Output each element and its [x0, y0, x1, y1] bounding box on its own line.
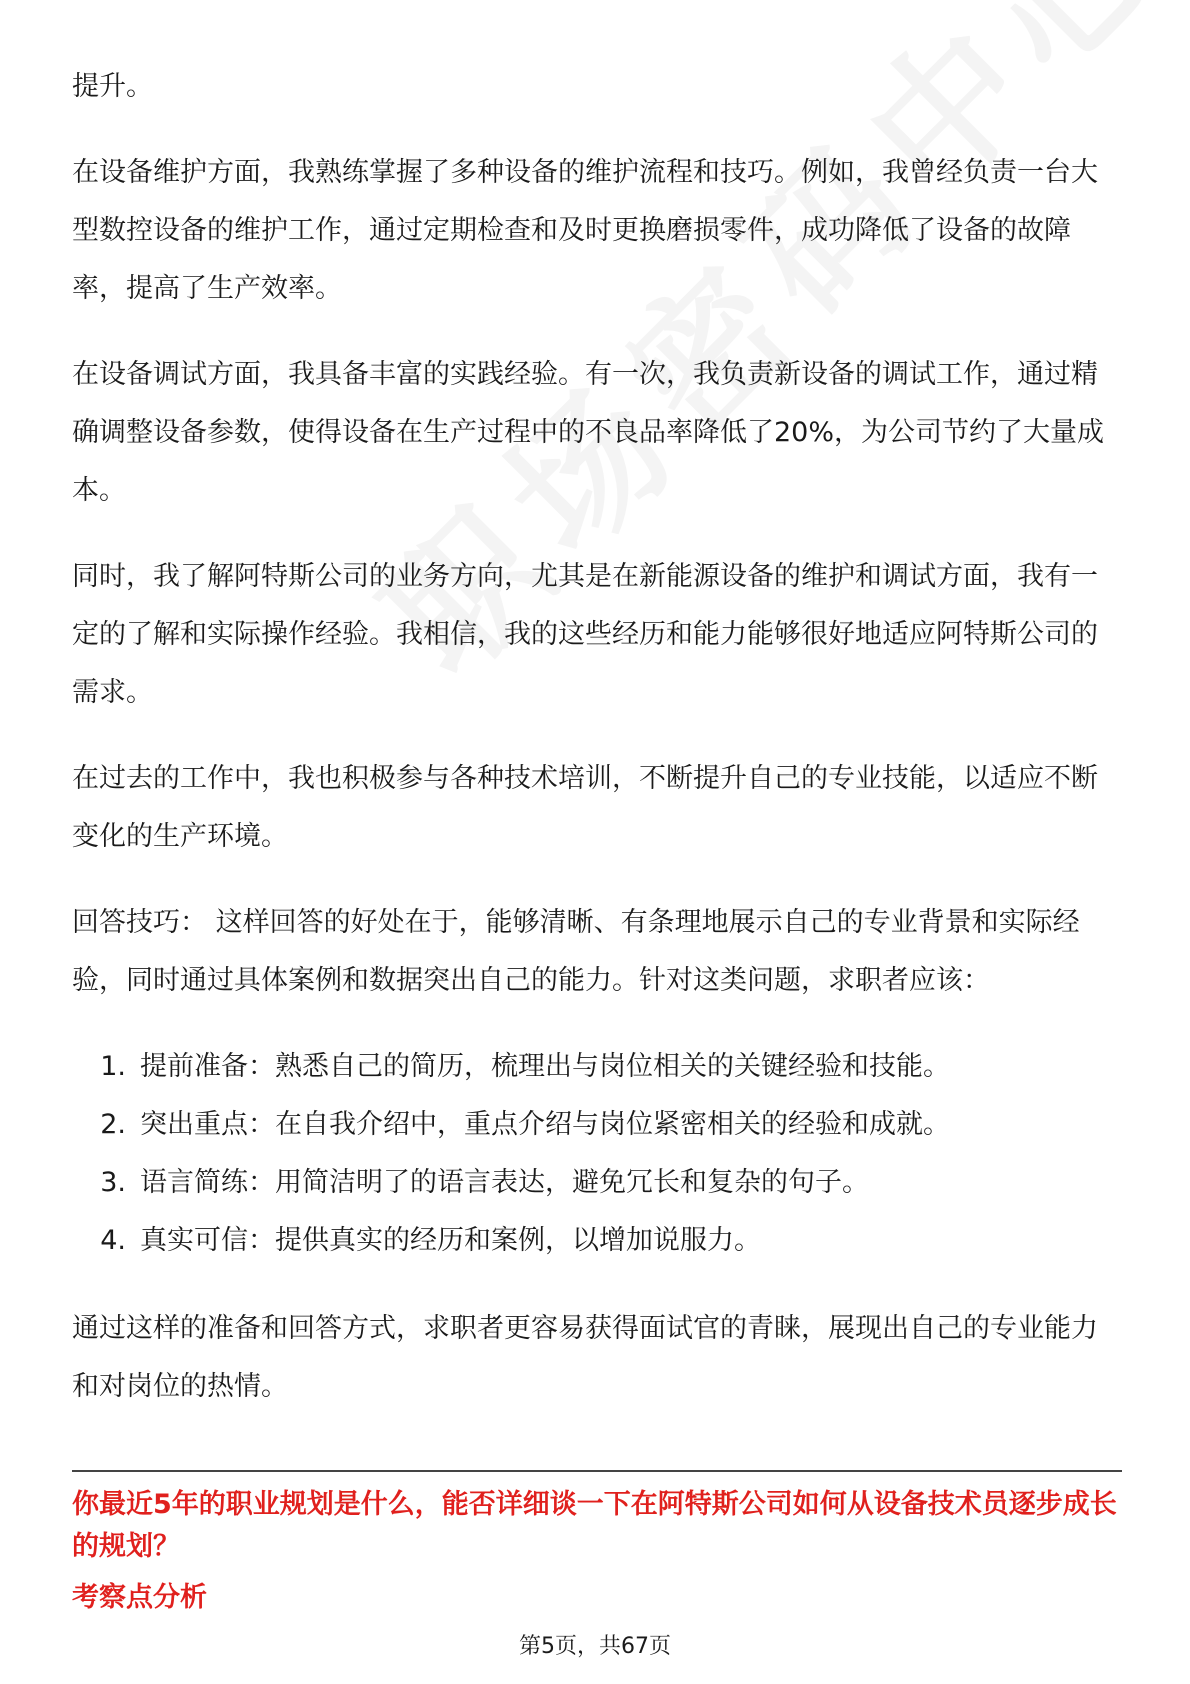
paragraph-answer-tips: 回答技巧： 这样回答的好处在于，能够清晰、有条理地展示自己的专业背景和实际经验，同时通过具体案例和数据突出自己的能力。针对这类问题，求职者应该： — [72, 907, 1080, 996]
body-content — [72, 58, 1122, 1444]
list-item-number: 2. — [100, 1109, 126, 1140]
section-divider — [72, 1470, 1122, 1472]
list-item-number: 4. — [100, 1225, 126, 1256]
list-item-number: 3. — [100, 1167, 126, 1198]
list-item-text: 语言简练：用简洁明了的语言表达，避免冗长和复杂的句子。 — [140, 1167, 869, 1198]
interview-question: 你最近5年的职业规划是什么，能否详细谈一下在阿特斯公司如何从设备技术员逐步成长的规划？ — [72, 1489, 1117, 1562]
tips-list — [72, 1038, 1122, 1270]
list-item-number: 1. — [100, 1051, 126, 1082]
section-heading: 考察点分析 — [72, 1582, 207, 1613]
paragraph-continuation: 提升。 — [72, 71, 153, 102]
paragraph-training: 在过去的工作中，我也积极参与各种技术培训，不断提升自己的专业技能，以适应不断变化的生产环境。 — [72, 763, 1098, 852]
list-item-text: 提前准备：熟悉自己的简历，梳理出与岗位相关的关键经验和技能。 — [140, 1051, 950, 1082]
list-item — [72, 1096, 1122, 1154]
paragraph-debugging: 在设备调试方面，我具备丰富的实践经验。有一次，我负责新设备的调试工作，通过精确调整设备参数，使得设备在生产过程中的不良品率降低了20%，为公司节约了大量成本。 — [72, 359, 1105, 506]
list-item — [72, 1038, 1122, 1096]
page-number: 第5页，共67页 — [519, 1634, 671, 1659]
paragraph-maintenance: 在设备维护方面，我熟练掌握了多种设备的维护流程和技巧。例如，我曾经负责一台大型数控设备的维护工作，通过定期检查和及时更换磨损零件，成功降低了设备的故障率，提高了生产效率。 — [72, 157, 1098, 304]
list-item — [72, 1154, 1122, 1212]
paragraph-closing: 通过这样的准备和回答方式，求职者更容易获得面试官的青睐，展现出自己的专业能力和对岗位的热情。 — [72, 1313, 1098, 1402]
list-item-text: 真实可信：提供真实的经历和案例，以增加说服力。 — [140, 1225, 761, 1256]
list-item — [72, 1212, 1122, 1270]
paragraph-company: 同时，我了解阿特斯公司的业务方向，尤其是在新能源设备的维护和调试方面，我有一定的了解和实际操作经验。我相信，我的这些经历和能力能够很好地适应阿特斯公司的需求。 — [72, 561, 1098, 708]
list-item-text: 突出重点：在自我介绍中，重点介绍与岗位紧密相关的经验和成就。 — [140, 1109, 950, 1140]
